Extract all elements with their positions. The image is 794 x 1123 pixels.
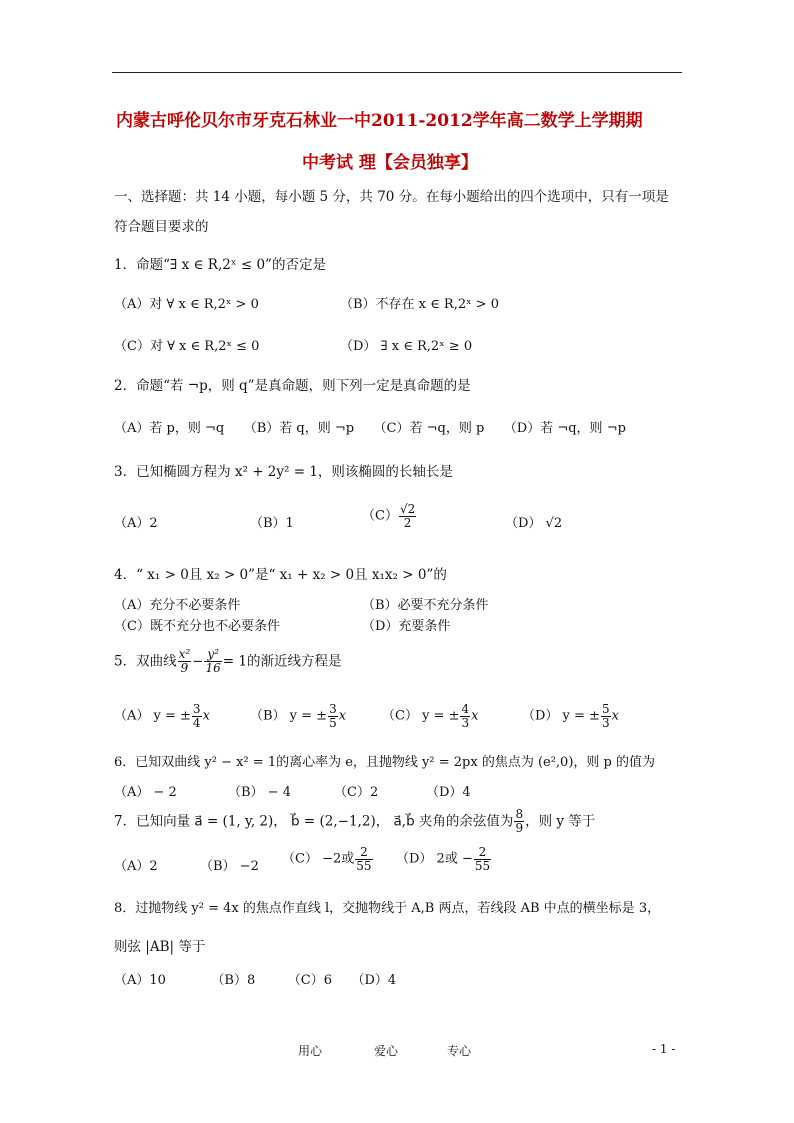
- question-7-stem-prefix: 7．已知向量 a⃗ = (1, y, 2)， b⃗ = (2,−1,2)， a⃗,b⃗ 夹角的余弦值为: [114, 813, 514, 830]
- option-variable: x: [202, 708, 210, 724]
- option-fraction: [355, 846, 372, 873]
- question-4-option-a: （A）充分不必要条件: [114, 598, 241, 613]
- option-label: （C） −2或: [282, 851, 355, 867]
- question-1-option-d: （D） ∃ x ∈ R,2ˣ ≥ 0: [340, 339, 473, 354]
- fraction-denominator: 3: [601, 716, 610, 730]
- question-5-fraction-y: [204, 648, 221, 675]
- option-label: （D） y = ±: [522, 708, 600, 724]
- option-fraction: [601, 703, 611, 730]
- fraction-numerator: 2: [474, 846, 491, 860]
- top-rule: [112, 72, 682, 73]
- option-label: （A） y = ±: [114, 708, 191, 724]
- question-6-option-d: （D）4: [426, 785, 471, 800]
- fraction-denominator: 3: [461, 716, 470, 730]
- question-5-stem-suffix: = 1的渐近线方程是: [222, 653, 342, 670]
- question-5-option-b: [250, 703, 346, 730]
- option-fraction: [192, 703, 202, 730]
- question-6-option-a: （A） − 2: [114, 785, 177, 800]
- fraction-numerator: 8: [515, 807, 524, 821]
- option-variable: x: [471, 708, 479, 724]
- fraction-numerator: 5: [601, 702, 610, 716]
- question-7-option-b: （B） −2: [200, 859, 259, 874]
- footer-word-3: 专心: [447, 1044, 472, 1058]
- question-8-stem-line2: 则弦 |AB| 等于: [114, 939, 206, 955]
- question-7-stem-suffix: ，则 y 等于: [525, 813, 596, 830]
- question-7-option-d: [396, 846, 492, 873]
- fraction-numerator: 3: [329, 702, 337, 716]
- question-6-option-c: （C）2: [334, 785, 379, 800]
- question-1-option-b: （B）不存在 x ∈ R,2ˣ > 0: [340, 297, 500, 312]
- question-8-stem-line1: 8．过抛物线 y² = 4x 的焦点作直线 l，交抛物线于 A,B 两点，若线段 AB 中点的横坐标是 3，: [114, 901, 661, 916]
- option-fraction: [328, 703, 338, 730]
- question-7-option-a: （A）2: [114, 859, 158, 874]
- question-3-option-d: （D） √2: [505, 516, 563, 531]
- page-title-line1: 内蒙古呼伦贝尔市牙克石林业一中2011-2012学年高二数学上学期期: [116, 111, 643, 131]
- question-5-option-d: [522, 703, 619, 730]
- question-1-stem: 1．命题“∃ x ∈ R,2ˣ ≤ 0”的否定是: [114, 257, 326, 273]
- fraction-numerator: √2: [399, 502, 416, 516]
- question-3-option-a: （A）2: [114, 516, 158, 531]
- question-3-option-b: （B）1: [250, 516, 294, 531]
- question-5-fraction-x: [178, 648, 192, 675]
- question-4-stem: 4．“ x₁ > 0且 x₂ > 0”是“ x₁ + x₂ > 0且 x₁x₂ > 0”的: [114, 567, 447, 583]
- question-5-option-c: [382, 703, 478, 730]
- option-label: （B） y = ±: [250, 708, 328, 724]
- question-1-option-a: （A）对 ∀ x ∈ R,2ˣ > 0: [114, 297, 259, 312]
- question-7-fraction: [514, 808, 524, 835]
- fraction-numerator: 4: [461, 702, 470, 716]
- fraction-denominator: 55: [474, 859, 491, 873]
- question-3-option-c-label: （C）: [362, 508, 398, 524]
- question-6-option-b: （B） − 4: [228, 785, 291, 800]
- question-1-option-c: （C）对 ∀ x ∈ R,2ˣ ≤ 0: [114, 339, 260, 354]
- question-5-minus: −: [192, 653, 204, 670]
- footer-word-2: 爱心: [374, 1044, 399, 1058]
- fraction-denominator: 4: [192, 716, 201, 730]
- question-2-stem: 2．命题“若 ¬p，则 q”是真命题，则下列一定是真命题的是: [114, 378, 471, 394]
- section-intro-line2: 符合题目要求的: [114, 219, 209, 235]
- option-variable: x: [611, 708, 619, 724]
- question-6-stem: 6．已知双曲线 y² − x² = 1的离心率为 e，且抛物线 y² = 2px 的焦点为 (e²,0)，则 p 的值为: [114, 755, 655, 770]
- footer-word-1: 用心: [298, 1044, 323, 1058]
- fraction-numerator: x²: [178, 647, 191, 661]
- option-fraction: [460, 703, 470, 730]
- option-label: （C） y = ±: [382, 708, 460, 724]
- question-2-options: （A）若 p，则 ¬q （B）若 q，则 ¬p （C）若 ¬q，则 p （D）若 ¬q，则 ¬p: [114, 421, 626, 436]
- option-fraction: [474, 846, 491, 873]
- fraction-denominator: 9: [180, 661, 189, 675]
- question-4-option-d: （D）充要条件: [362, 619, 451, 634]
- question-3-option-c-fraction: [399, 503, 416, 530]
- fraction-denominator: 16: [205, 661, 221, 675]
- page-number: - 1 -: [652, 1042, 676, 1056]
- question-8-options: （A）10 （B）8 （C）6 （D）4: [114, 973, 397, 988]
- fraction-denominator: 5: [329, 716, 337, 730]
- question-3-stem: 3．已知椭圆方程为 x² + 2y² = 1，则该椭圆的长轴长是: [114, 464, 453, 480]
- page-title-line2: 中考试 理【会员独享】: [302, 153, 478, 173]
- section-intro-line1: 一、选择题：共 14 小题，每小题 5 分，共 70 分。在每小题给出的四个选项中，只有一项是: [114, 189, 669, 205]
- question-4-option-c: （C）既不充分也不必要条件: [114, 619, 280, 634]
- question-5-stem-prefix: 5．双曲线: [114, 653, 177, 670]
- fraction-numerator: 2: [355, 846, 372, 860]
- option-variable: x: [338, 708, 347, 724]
- option-label: （D） 2或 −: [396, 851, 473, 867]
- question-4-option-b: （B）必要不充分条件: [362, 598, 489, 613]
- fraction-numerator: 3: [192, 702, 201, 716]
- fraction-denominator: 55: [356, 859, 372, 873]
- question-5-stem: [114, 648, 341, 675]
- fraction-denominator: 9: [515, 821, 524, 835]
- fraction-numerator: y²: [204, 648, 221, 662]
- question-7-stem: [114, 808, 595, 835]
- question-7-option-c: [282, 846, 374, 873]
- question-5-option-a: [114, 703, 210, 730]
- fraction-denominator: 2: [403, 516, 412, 530]
- question-3-option-c: [362, 503, 417, 530]
